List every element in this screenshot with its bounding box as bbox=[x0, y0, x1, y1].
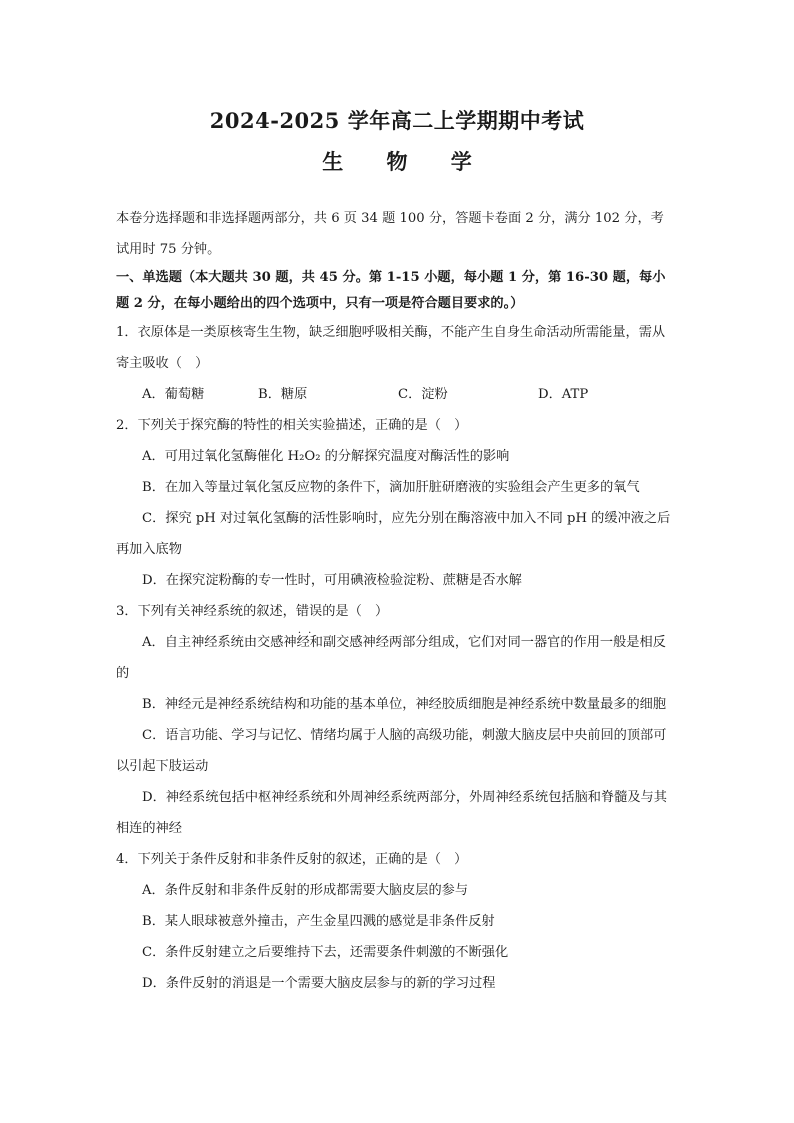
question-1 bbox=[116, 317, 676, 410]
option-d: D．ATP bbox=[538, 387, 589, 402]
option-a: A．条件反射和非条件反射的形成都需要大脑皮层的参与 bbox=[142, 883, 469, 898]
option-a: A．葡萄糖 bbox=[142, 387, 205, 402]
option-c: C．淀粉 bbox=[398, 387, 448, 402]
exam-body bbox=[116, 203, 676, 999]
option-d: D．条件反射的消退是一个需要大脑皮层参与的新的学习过程 bbox=[142, 976, 496, 991]
option-c: C．条件反射建立之后要维持下去，还需要条件刺激的不断强化 bbox=[142, 945, 509, 960]
question-4 bbox=[116, 844, 676, 999]
option-b: B．在加入等量过氧化氢反应物的条件下，滴加肝脏研磨液的实验组会产生更多的氧气 bbox=[142, 480, 640, 495]
question-stem-post: 的是（ ） bbox=[322, 604, 389, 619]
option-b: B．某人眼球被意外撞击，产生金星四溅的感觉是非条件反射 bbox=[142, 914, 495, 929]
question-stem: 4．下列关于条件反射和非条件反射的叙述，正确的是（ ） bbox=[116, 852, 468, 867]
option-b: B．神经元是神经系统结构和功能的基本单位，神经胶质细胞是神经系统中数量最多的细胞 bbox=[142, 697, 666, 712]
question-2 bbox=[116, 410, 676, 596]
option-a: A．可用过氧化氢酶催化 H₂O₂ 的分解探究温度对酶活性的影响 bbox=[142, 449, 510, 464]
subject-title: 生 物 学 bbox=[322, 149, 490, 174]
option-a: A．自主神经系统由交感神经和副交感神经两部分组成，它们对同一器官的作用一般是相反的 bbox=[116, 635, 666, 681]
exam-title: 2024-2025 学年高二上学期期中考试 bbox=[209, 108, 585, 133]
question-stem-pre: 3．下列有关神经系统的叙述， bbox=[116, 604, 296, 619]
option-row bbox=[116, 379, 676, 410]
question-stem bbox=[116, 596, 676, 627]
option-c: C．语言功能、学习与记忆、情绪均属于人脑的高级功能，刺激大脑皮层中央前回的顶部可以引起下肢运动 bbox=[116, 728, 667, 774]
option-c: C．探究 pH 对过氧化氢酶的活性影响时，应先分别在酶溶液中加入不同 pH 的缓冲液之后再加入底物 bbox=[116, 511, 671, 557]
section-heading: 一、单选题（本大题共 30 题，共 45 分。第 1-15 小题，每小题 1 分，第 16-30 题，每小题 2 分，在每小题给出的四个选项中，只有一项是符合题目要求的。） bbox=[116, 270, 666, 311]
question-3 bbox=[116, 596, 676, 844]
option-d: D．在探究淀粉酶的专一性时，可用碘液检验淀粉、蔗糖是否水解 bbox=[142, 573, 522, 588]
question-stem: 2．下列关于探究酶的特性的相关实验描述，正确的是（ ） bbox=[116, 418, 468, 433]
question-stem: 1．衣原体是一类原核寄生生物，缺乏细胞呼吸相关酶，不能产生自身生命活动所需能量，需从寄主吸收（ ） bbox=[116, 325, 666, 371]
exam-instructions: 本卷分选择题和非选择题两部分，共 6 页 34 题 100 分，答题卡卷面 2 分，满分 102 分，考试用时 75 分钟。 bbox=[116, 211, 664, 257]
emphasis-mark: 错误 · · bbox=[296, 604, 322, 619]
option-d: D．神经系统包括中枢神经系统和外周神经系统两部分，外周神经系统包括脑和脊髓及与其相连的神经 bbox=[116, 790, 667, 836]
option-b: B．糖原 bbox=[258, 387, 308, 402]
